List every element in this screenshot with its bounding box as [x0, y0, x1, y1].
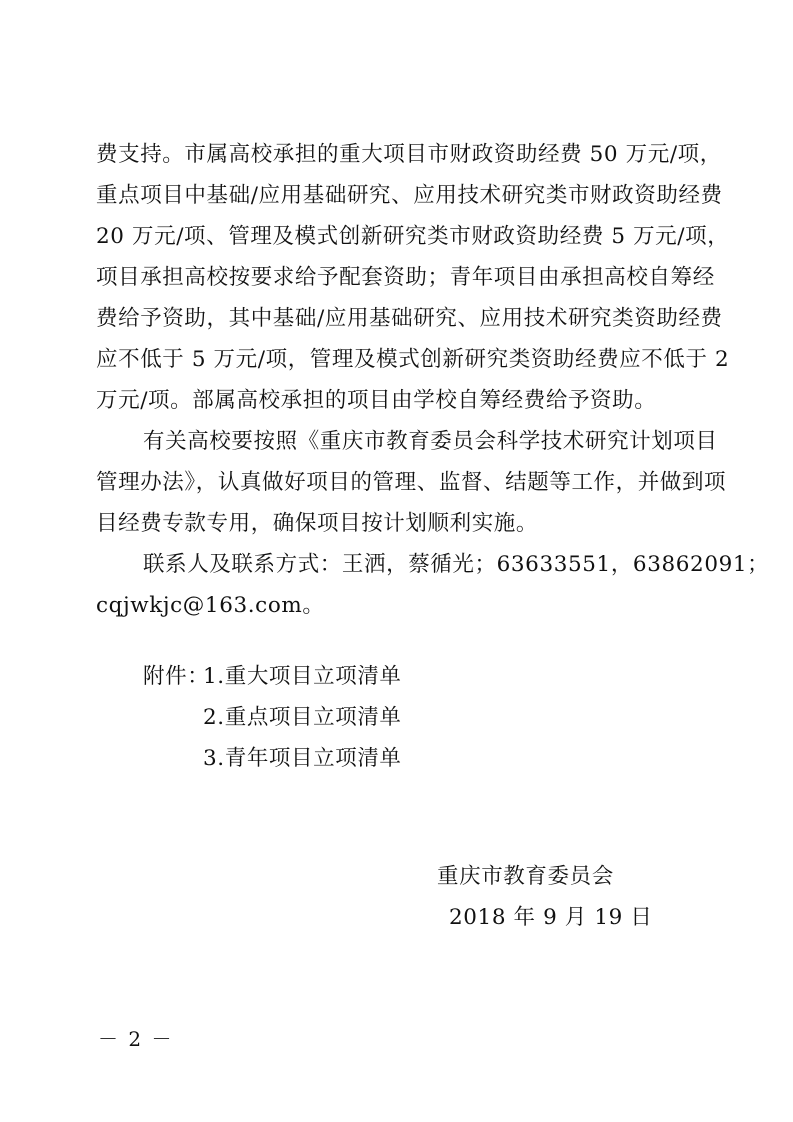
signature-date: 2018 年 9 月 19 日: [449, 905, 653, 930]
body-line: 万元/项。部属高校承担的项目由学校自筹经费给予资助。: [96, 388, 657, 413]
page-number: － 2 －: [98, 1027, 174, 1051]
body-line: 管理办法》，认真做好项目的管理、监督、结题等工作，并做到项: [96, 470, 727, 495]
body-line: 费支持。市属高校承担的重大项目市财政资助经费 50 万元/项，: [96, 142, 722, 167]
attachment-item: 3.青年项目立项清单: [203, 746, 402, 771]
attachment-item: 1.重大项目立项清单: [203, 664, 402, 689]
body-line: 有关高校要按照《重庆市教育委员会科学技术研究计划项目: [143, 429, 718, 454]
body-line: 费给予资助，其中基础/应用基础研究、应用技术研究类资助经费: [96, 306, 723, 331]
body-line: 项目承担高校按要求给予配套资助；青年项目由承担高校自筹经: [96, 265, 715, 290]
body-line: 20 万元/项、管理及模式创新研究类市财政资助经费 5 万元/项，: [96, 224, 730, 249]
attachment-item: 2.重点项目立项清单: [203, 705, 402, 730]
contact-email: cqjwkjc@163.com。: [96, 593, 325, 618]
attachments-label: 附件：: [143, 664, 210, 689]
signature-organization: 重庆市教育委员会: [437, 864, 614, 889]
body-line: 目经费专款专用，确保项目按计划顺利实施。: [96, 511, 539, 536]
body-line: 重点项目中基础/应用基础研究、应用技术研究类市财政资助经费: [96, 183, 723, 208]
body-line: 应不低于 5 万元/项，管理及模式创新研究类资助经费应不低于 2: [96, 347, 730, 372]
contact-line: 联系人及联系方式：王洒，蔡循光；63633551，63862091；: [143, 552, 770, 577]
